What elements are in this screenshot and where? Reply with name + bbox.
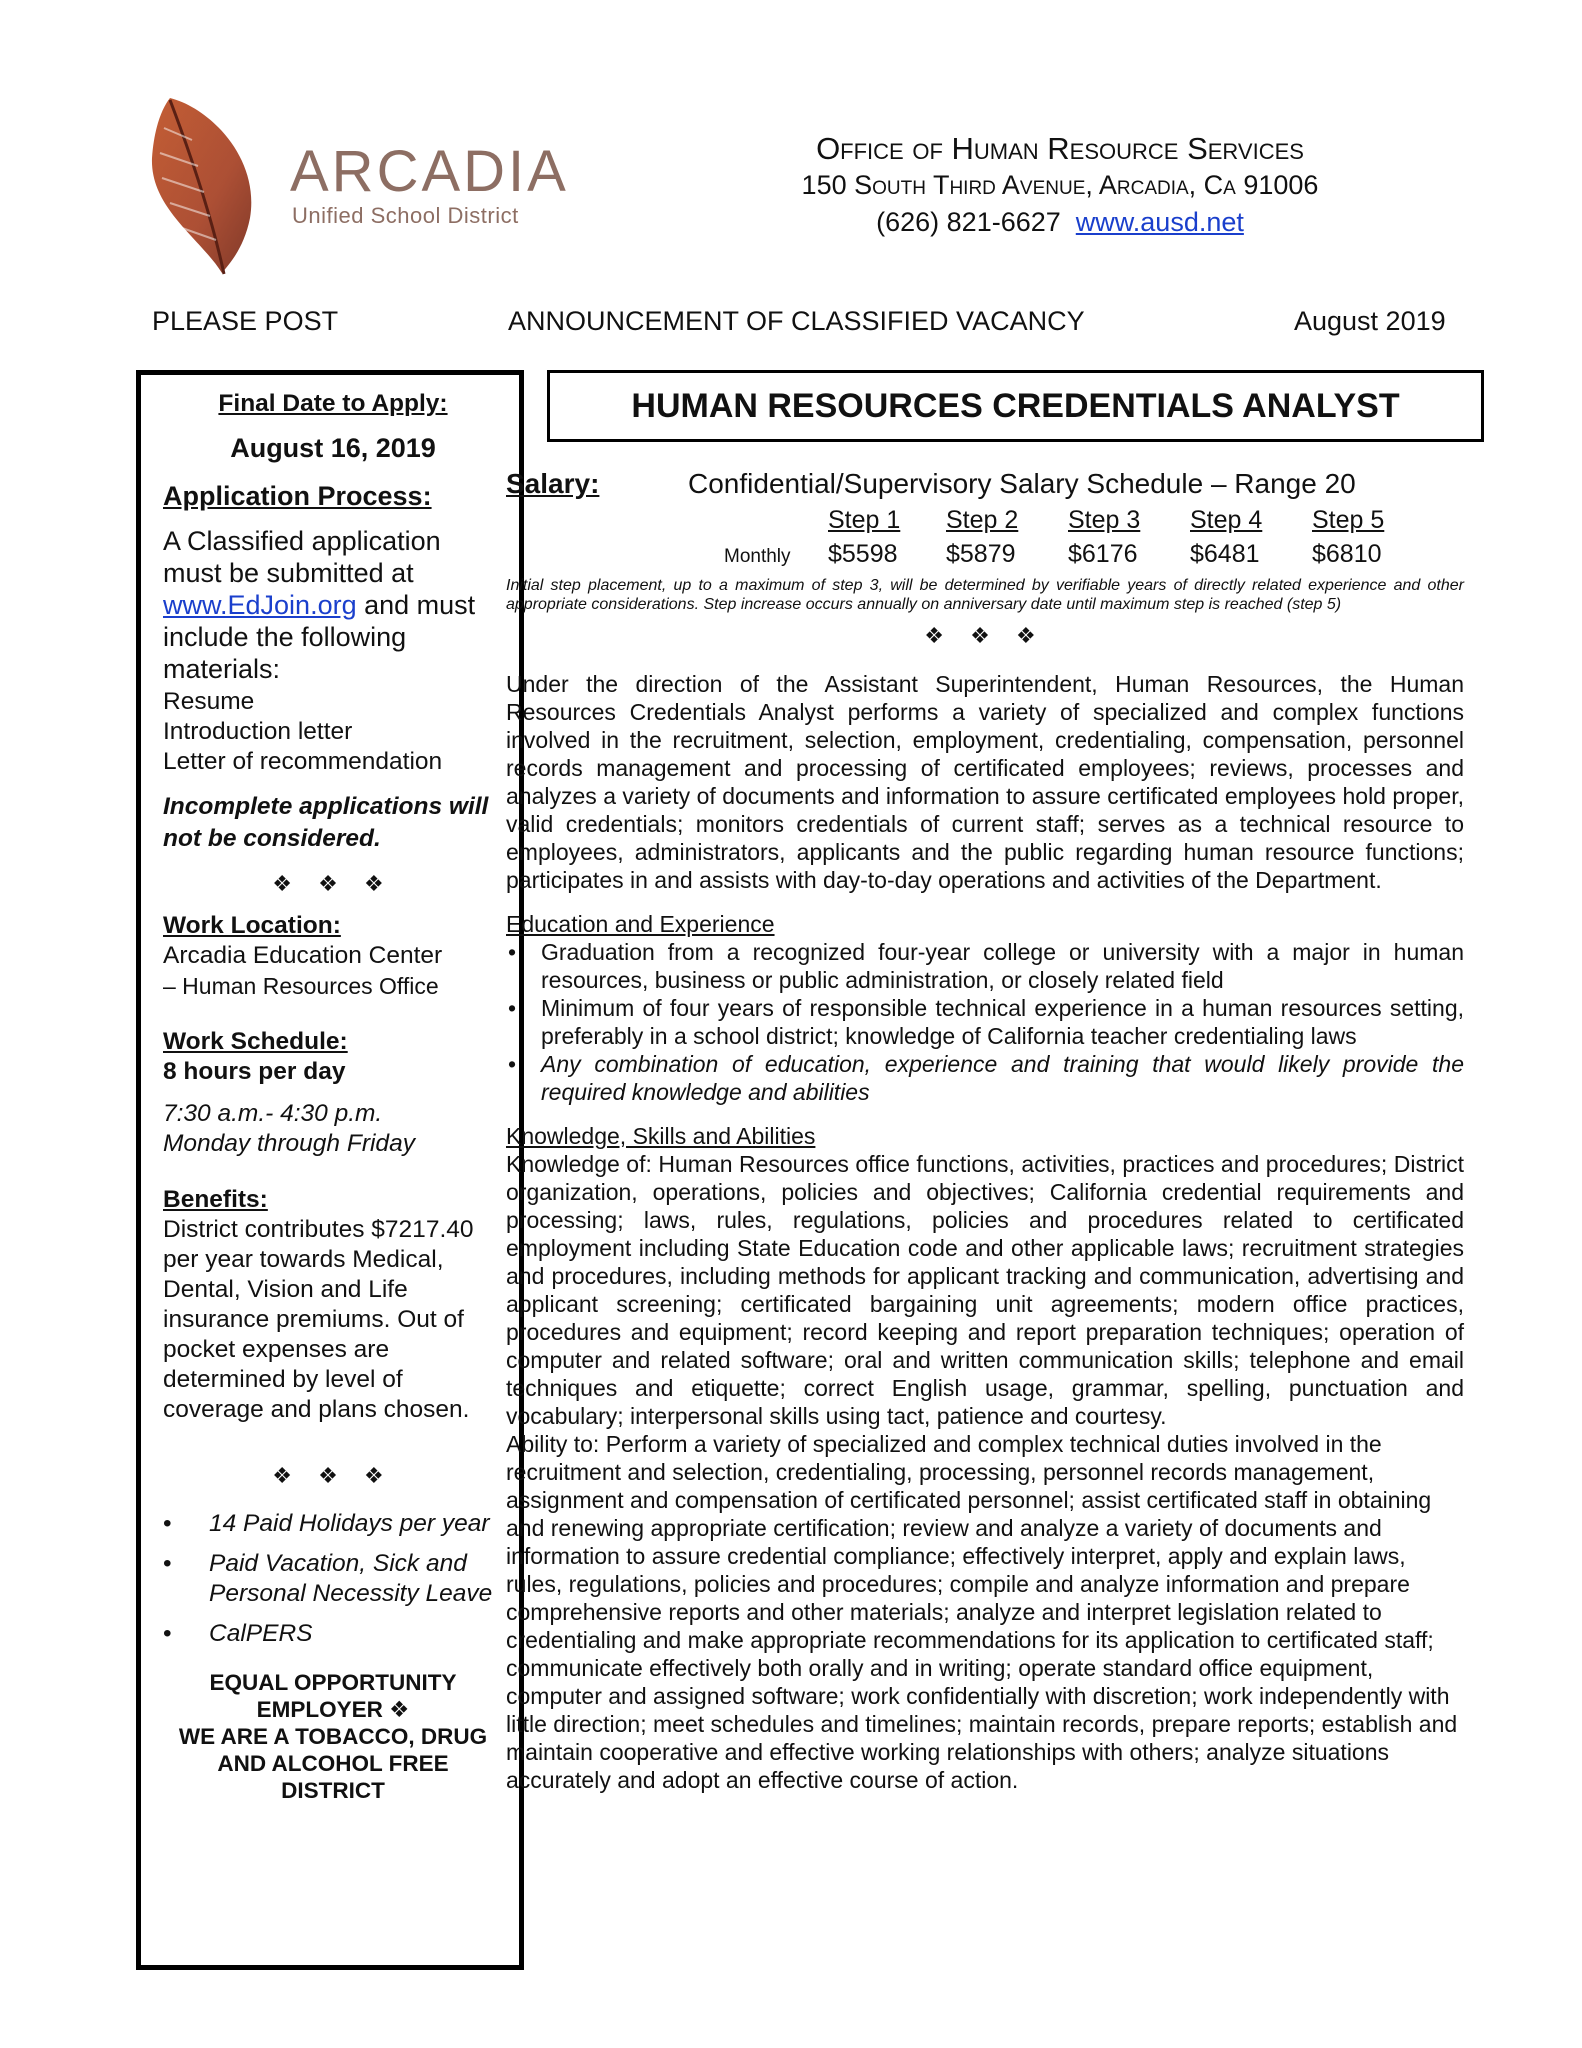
application-text-2: and must include the following materials: (163, 590, 476, 684)
step-amount: $6481 (1190, 540, 1260, 568)
main-content (506, 470, 1464, 1794)
position-summary: Under the direction of the Assistant Superintendent, Human Resources, the Human Resources Credentials Analyst performs a variety of specialized and complex functions involved in the recruitment, selection, employment, credentialing, compensation, personnel records management and processing of certificated employees; reviews, processes and analyzes a variety of documents and information to assure certificated employees hold proper, valid credentials; monitors credentials of current staff; serves as a technical resource to employees, administrators, applicants and the public regarding human resource functions; participates in and assists with day-to-day operations and activities of the Department. (506, 671, 1464, 893)
salary-row (506, 470, 1464, 506)
material-item: Resume (163, 688, 255, 715)
benefits-heading: Benefits: (163, 1186, 268, 1213)
final-date: August 16, 2019 (230, 433, 436, 463)
work-location-heading: Work Location: (163, 912, 341, 939)
material-item: Introduction letter (163, 718, 353, 745)
sidebar-box (136, 370, 524, 1970)
ability-text: Ability to: Perform a variety of specialized and complex technical duties involved in the recruitment and selection, credentialing, processing, personnel records management, assignment and compensation of certificated personnel; assist certificated staff in obtaining and renewing appropriate certification; review and analyze a variety of documents and information to assure credential compliance; effectively interpret, apply and explain laws, rules, regulations, policies and procedures; compile and analyze information and prepare comprehensive reports and other materials; analyze and interpret legislation related to credentialing and make appropriate recommendations for its application to certificated staff; communicate effectively both orally and in writing; operate standard office equipment, computer and assigned software; work confidentially with discretion; work independently with little direction; meet schedules and timelines; maintain records, prepare reports; establish and maintain cooperative and effective working relationships with others; analyze situations accurately and adopt an effective course of action. (506, 1431, 1458, 1793)
work-schedule-time: 7:30 a.m.- 4:30 p.m. (163, 1100, 383, 1127)
office-title: Office of Human Resource Services (816, 131, 1304, 166)
edjoin-link[interactable]: www.EdJoin.org (163, 590, 357, 620)
step-header: Step 5 (1312, 506, 1385, 534)
step-placement-note: Initial step placement, up to a maximum of step 3, will be determined by verifiable years of directly related experience and other appropriate considerations. Step increase occurs annually on anniversary date until maximum step is reached (step 5) (506, 577, 1464, 613)
office-contact (700, 204, 1420, 241)
divider-diamonds: ❖ ❖ ❖ (272, 1463, 394, 1488)
materials-list (163, 687, 503, 777)
education-list (506, 938, 1464, 1106)
drug-free-statement: WE ARE A TOBACCO, DRUG AND ALCOHOL FREE DISTRICT (178, 1724, 488, 1803)
final-date-heading: Final Date to Apply: (218, 390, 448, 417)
divider-diamonds: ❖ ❖ ❖ (924, 623, 1046, 648)
step-header: Step 2 (946, 506, 1019, 534)
office-address: 150 South Third Avenue, Arcadia, Ca 91006 (801, 170, 1319, 200)
monthly-label: Monthly (724, 546, 791, 567)
work-location-1: Arcadia Education Center (163, 942, 443, 969)
work-schedule-heading: Work Schedule: (163, 1028, 348, 1055)
list-item: • 14 Paid Holidays per year (163, 1509, 503, 1539)
salary-schedule: Confidential/Supervisory Salary Schedule – Range 20 (688, 468, 1356, 499)
salary-label: Salary: (506, 468, 600, 499)
announcement-date: August 2019 (1294, 306, 1446, 336)
office-website-link[interactable]: www.ausd.net (1075, 207, 1244, 237)
knowledge-text: Knowledge of: Human Resources office functions, activities, practices and procedures; District organization, operations, policies and objectives; California credential requirements and processing; laws, rules, regulations, policies and procedures related to certificated employment including State Education code and other applicable laws; recruitment strategies and procedures, including methods for applicant tracking and communication, advertising and applicant screening; certificated bargaining unit agreements; modern office practices, procedures and equipment; record keeping and report preparation techniques; operation of computer and related software; oral and written communication skills; telephone and email techniques and etiquette; correct English usage, grammar, spelling, punctuation and vocabulary; interpersonal skills using tact, patience and courtesy. (506, 1151, 1464, 1429)
office-header (700, 130, 1420, 241)
step-amount: $6810 (1312, 540, 1382, 568)
ksa-heading: Knowledge, Skills and Abilities (506, 1123, 816, 1149)
step-amount: $5598 (828, 540, 898, 568)
announcement-type: ANNOUNCEMENT OF CLASSIFIED VACANCY (508, 306, 1085, 336)
work-schedule-hours: 8 hours per day (163, 1058, 346, 1085)
application-text (163, 525, 503, 685)
application-text-1: A Classified application must be submitted at (163, 526, 441, 588)
material-item: Letter of recommendation (163, 748, 443, 775)
step-amount: $6176 (1068, 540, 1138, 568)
step-amount: $5879 (946, 540, 1016, 568)
district-subtitle: Unified School District (292, 203, 519, 228)
list-item: • CalPERS (163, 1619, 503, 1649)
eoe-statement: EQUAL OPPORTUNITY EMPLOYER ❖ (209, 1670, 457, 1722)
benefits-bullets (163, 1509, 503, 1649)
list-item: • Minimum of four years of responsible technical experience in a human resources setting, preferably in a school district; knowledge of California teacher credentialing laws (506, 994, 1464, 1050)
salary-steps-table (506, 506, 1464, 576)
list-item: • Paid Vacation, Sick and Personal Necessity Leave (163, 1549, 503, 1609)
job-title-box (547, 370, 1484, 442)
district-name: ARCADIA (290, 139, 569, 204)
divider-diamonds: ❖ ❖ ❖ (272, 871, 394, 896)
list-item: • Graduation from a recognized four-year college or university with a major in human resources, business or public administration, or closely related field (506, 938, 1464, 994)
application-process-heading: Application Process: (163, 481, 432, 511)
step-header: Step 1 (828, 506, 901, 534)
work-location-2: – Human Resources Office (163, 973, 439, 999)
step-header: Step 4 (1190, 506, 1263, 534)
step-header: Step 3 (1068, 506, 1141, 534)
please-post: PLEASE POST (152, 306, 339, 336)
education-heading: Education and Experience (506, 911, 775, 937)
incomplete-notice: Incomplete applications will not be considered. (163, 793, 489, 852)
job-title: HUMAN RESOURCES CREDENTIALS ANALYST (631, 386, 1400, 425)
work-schedule-days: Monday through Friday (163, 1130, 415, 1157)
list-item: • Any combination of education, experience and training that would likely provide the required knowledge and abilities (506, 1050, 1464, 1106)
benefits-text: District contributes $7217.40 per year towards Medical, Dental, Vision and Life insurance premiums. Out of pocket expenses are determined by level of coverage and plans chosen. (163, 1216, 474, 1423)
office-phone: (626) 821-6627 (876, 207, 1061, 237)
